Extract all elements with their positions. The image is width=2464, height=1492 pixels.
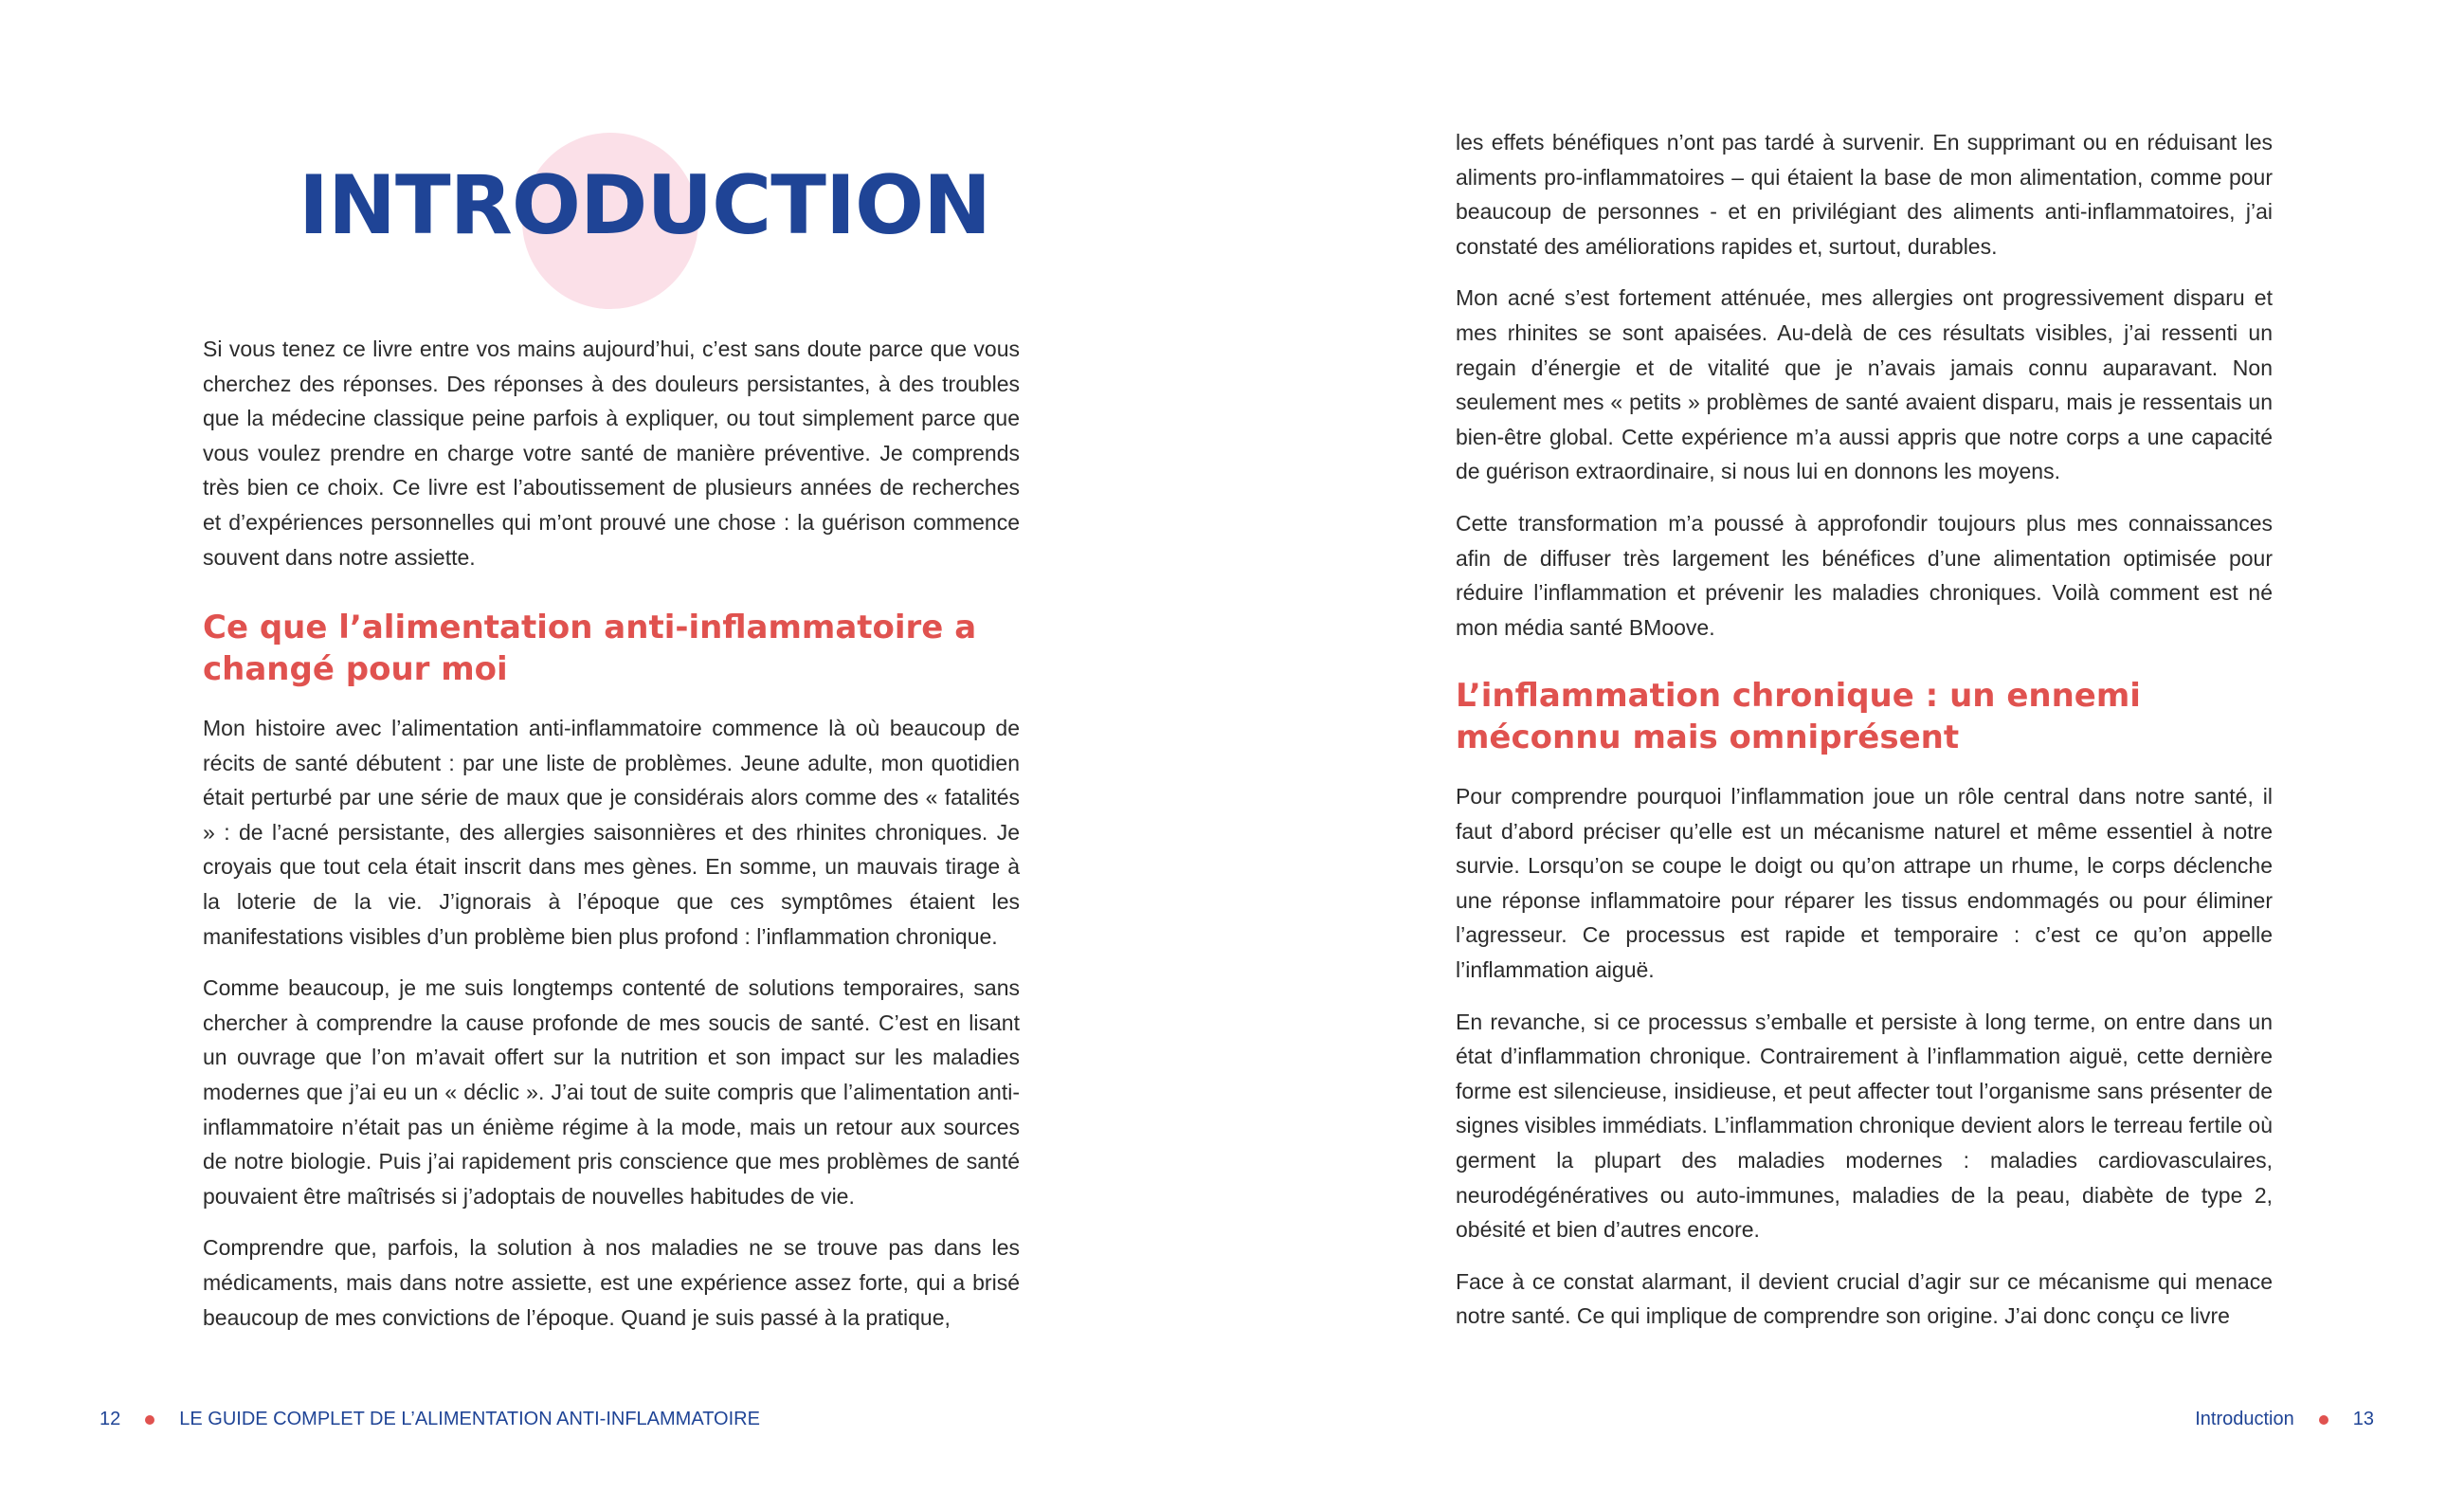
body-paragraph: Comprendre que, parfois, la solution à nos maladies ne se trouve pas dans les médicaments, mais dans notre assiette, est une expérience assez forte, qui a brisé beaucoup de mes convictions de l’époque. Quand je suis passé à la pratique, <box>203 1235 1020 1330</box>
footer-bullet-icon <box>2319 1415 2328 1425</box>
body-paragraph: Comme beaucoup, je me suis longtemps contenté de solutions temporaires, sans chercher à comprendre la cause profonde de mes soucis de santé. C’est en lisant un ouvrage que l’on m’avait offert sur la nutrition et son impact sur les maladies modernes que j’ai eu un « déclic ». J’ai tout de suite compris que l’alimentation anti-inflammatoire n’était pas un énième régime à la mode, mais un retour aux sources de notre biologie. Puis j’ai rapidement pris conscience que mes problèmes de santé pouvaient être maîtrisés si j’adoptais de nouvelles habitudes de vie. <box>203 975 1020 1209</box>
running-title-right: Introduction <box>2195 1409 2294 1429</box>
left-page-footer <box>100 1409 760 1430</box>
right-top-text-block <box>1456 125 2273 662</box>
section-heading-right: L’inflammation chronique : un ennemi méconnu mais omniprésent <box>1456 677 2141 756</box>
right-page-footer <box>2195 1409 2374 1430</box>
body-paragraph: Mon histoire avec l’alimentation anti-inflammatoire commence là où beaucoup de récits de santé débutent : par une liste de problèmes. Jeune adulte, mon quotidien était perturbé par une série de maux que je considérais alors comme des « fatalités » : de l’acné persistante, des allergies saisonnières et des rhinites chroniques. Je croyais que tout cela était inscrit dans mes gènes. En somme, un mauvais tirage à la loterie de la vie. J’ignorais à l’époque que ces symptômes étaient les manifestations visibles d’un problème bien plus profond : l’inflammation chronique. <box>203 716 1020 949</box>
left-section-block <box>203 607 1020 1352</box>
intro-text-block <box>203 332 1020 591</box>
right-page <box>1232 0 2464 1492</box>
body-paragraph: Face à ce constat alarmant, il devient crucial d’agir sur ce mécanisme qui menace notre santé. Ce qui implique de comprendre son origine. J’ai donc conçu ce livre <box>1456 1268 2273 1329</box>
body-paragraph: En revanche, si ce processus s’emballe et persiste à long terme, on entre dans un état d’inflammation chronique. Contrairement à l’inflammation aiguë, cette dernière forme est silencieuse, insidieuse, et peut affecter tout l’organisme sans présenter de signes visibles immédiats. L’inflammation chronique devient alors le terreau fertile où germent la plupart des maladies modernes : maladies cardiovasculaires, neurodégénératives ou auto-immunes, maladies de la peau, diabète de type 2, obésité et bien d’autres encore. <box>1456 1009 2273 1243</box>
right-section-block <box>1456 675 2273 1351</box>
body-paragraph: Mon acné s’est fortement atténuée, mes allergies ont progressivement disparu et mes rhinites se sont apaisées. Au-delà de ces résultats visibles, j’ai ressenti un regain d’énergie et de vitalité que je n’avais jamais connu auparavant. Non seulement mes « petits » problèmes de santé avaient disparu, mais je ressentais un bien-être global. Cette expérience m’a aussi appris que notre corps a une capacité de guérison extraordinaire, si nous lui en donnons les moyens. <box>1456 285 2273 484</box>
chapter-title: INTRODUCTION <box>299 158 991 253</box>
footer-bullet-icon <box>145 1415 154 1425</box>
page-number-left: 12 <box>100 1409 121 1429</box>
body-paragraph: Pour comprendre pourquoi l’inflammation joue un rôle central dans notre santé, il faut d’abord préciser qu’elle est un mécanisme naturel et même essentiel à notre survie. Lorsqu’on se coupe le doigt ou qu’on attrape un rhume, le corps déclenche une réponse inflammatoire pour réparer les tissus endommagés ou pour éliminer l’agresseur. Ce processus est rapide et temporaire : c’est ce qu’on appelle l’inflammation aiguë. <box>1456 784 2273 982</box>
section-heading-left: Ce que l’alimentation anti-inflammatoire a changé pour moi <box>203 609 977 688</box>
page-number-right: 13 <box>2352 1409 2374 1429</box>
intro-paragraph: Si vous tenez ce livre entre vos mains aujourd’hui, c’est sans doute parce que vous cherchez des réponses. Des réponses à des douleurs persistantes, à des troubles que la médecine classique peine parfois à expliquer, ou tout simplement parce que vous voulez prendre en charge votre santé de manière préventive. Je comprends très bien ce choix. Ce livre est l’aboutissement de plusieurs années de recherches et d’expériences personnelles qui m’ont prouvé une chose : la guérison commence souvent dans notre assiette. <box>203 337 1020 570</box>
chapter-title-block <box>299 123 991 313</box>
body-paragraph: Cette transformation m’a poussé à approfondir toujours plus mes connaissances afin de diffuser très largement les bénéfices d’une alimentation optimisée pour réduire l’inflammation et prévenir les maladies chroniques. Voilà comment est né mon média santé BMoove. <box>1456 510 2273 640</box>
body-paragraph: les effets bénéfiques n’ont pas tardé à survenir. En supprimant ou en réduisant les aliments pro-inflammatoires – qui étaient la base de mon alimentation, comme pour beaucoup de personnes - et en privilégiant des aliments anti-inflammatoires, j’ai constaté des améliorations rapides et, surtout, durables. <box>1456 130 2273 259</box>
running-title-left: LE GUIDE COMPLET DE L’ALIMENTATION ANTI-INFLAMMATOIRE <box>179 1409 760 1429</box>
